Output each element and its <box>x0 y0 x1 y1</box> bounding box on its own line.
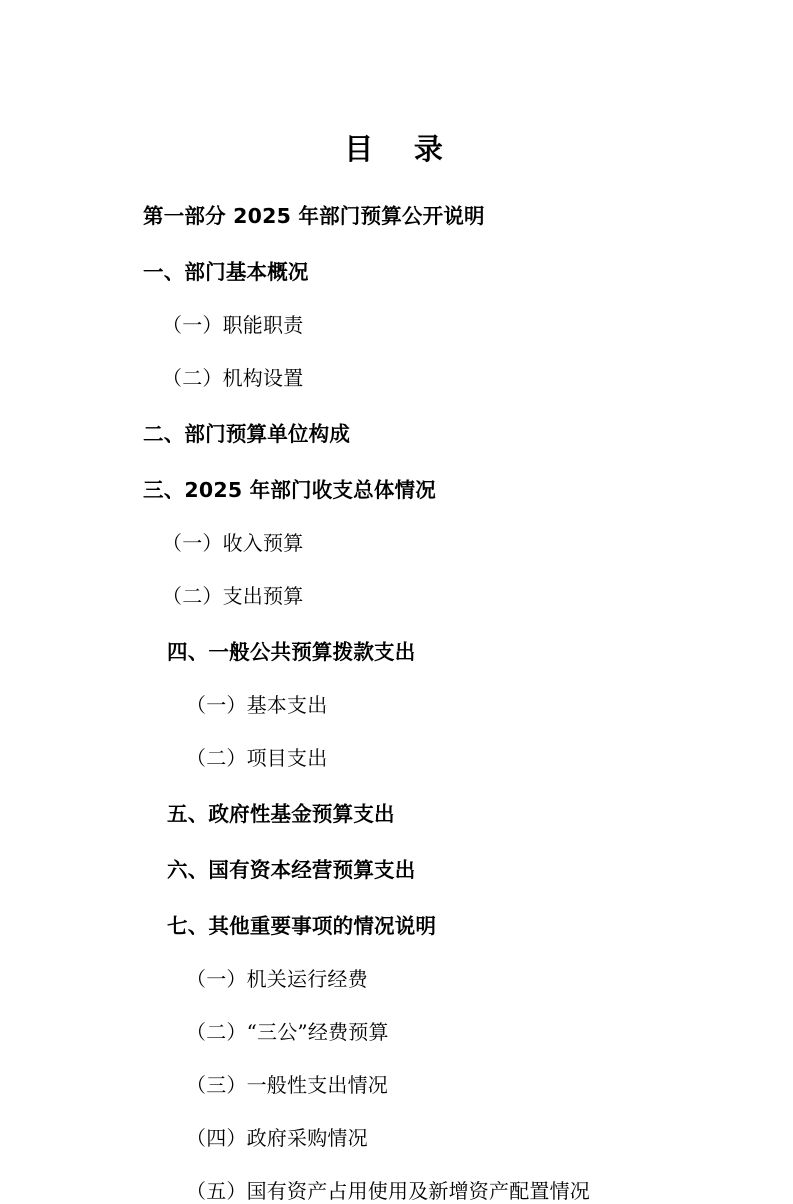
toc-item[interactable]: （二）项目支出 <box>186 745 328 770</box>
toc-item[interactable]: 五、政府性基金预算支出 <box>167 801 395 826</box>
toc-item[interactable]: 第一部分 2025 年部门预算公开说明 <box>143 203 485 228</box>
toc-item[interactable]: （二）“三公”经费预算 <box>186 1019 389 1044</box>
toc-item[interactable]: 一、部门基本概况 <box>143 259 309 284</box>
toc-item[interactable]: 二、部门预算单位构成 <box>143 421 351 446</box>
toc-item[interactable]: 七、其他重要事项的情况说明 <box>167 913 437 938</box>
toc-item[interactable]: （一）职能职责 <box>162 312 304 337</box>
toc-item[interactable]: （一）基本支出 <box>186 692 328 717</box>
toc-item[interactable]: 六、国有资本经营预算支出 <box>167 857 416 882</box>
page-title: 目 录 <box>344 132 449 166</box>
toc-item[interactable]: （三）一般性支出情况 <box>186 1072 388 1097</box>
toc-item[interactable]: （二）支出预算 <box>162 583 304 608</box>
toc-item[interactable]: （一）收入预算 <box>162 530 304 555</box>
toc-item[interactable]: （一）机关运行经费 <box>186 966 368 991</box>
toc-item[interactable]: 三、2025 年部门收支总体情况 <box>143 477 436 502</box>
table-of-contents <box>0 199 793 1204</box>
toc-item[interactable]: （四）政府采购情况 <box>186 1125 368 1150</box>
toc-item[interactable]: （二）机构设置 <box>162 365 304 390</box>
toc-item[interactable]: （五）国有资产占用使用及新增资产配置情况 <box>186 1178 590 1203</box>
toc-item[interactable]: 四、一般公共预算拨款支出 <box>167 639 416 664</box>
